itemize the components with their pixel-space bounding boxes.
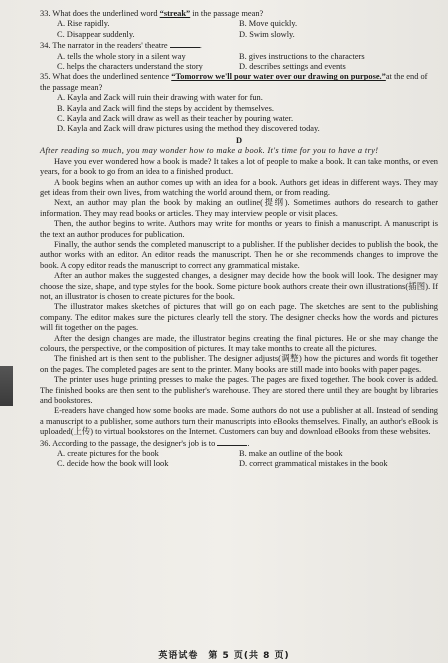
- option-c: C. decide how the book will look: [57, 459, 169, 469]
- passage-paragraph: Finally, the author sends the completed manuscript to a publisher. If the publisher decides to publish the book, the author works with an editor. An editor reads the manuscript. Then he or she recommends changes to improve the book. A copy editor reads the manuscript to correct any grammatical mistake.: [40, 239, 438, 270]
- passage-intro: After reading so much, you may wonder how to make a book. It's time for you to have a try!: [40, 146, 379, 156]
- option-c: C. helps the characters understand the story: [57, 62, 203, 72]
- passage-paragraph: Then, the author begins to write. Authors may write for months or years to finish a manuscript. A manuscript is the text an author produces for publication.: [40, 219, 438, 239]
- passage-paragraph: A book begins when an author comes up with an idea for a book. Authors get ideas in different ways. They may get ideas from their own lives, from watching the world around them, or from reading.: [40, 177, 438, 197]
- question-33-stem: 33. What does the underlined word “streak” in the passage mean?: [40, 9, 264, 18]
- option-b: B. gives instructions to the characters: [239, 51, 365, 61]
- option-a: A. create pictures for the book: [57, 449, 159, 459]
- question-36-stem: 36. According to the passage, the designer's job is to .: [40, 438, 250, 448]
- question-36-options: [57, 449, 438, 470]
- option-b: B. Move quickly.: [239, 19, 298, 29]
- option-a: A. Kayla and Zack will ruin their drawing with water for fun.: [57, 93, 263, 103]
- passage-paragraph: Have you ever wondered how a book is made? It takes a lot of people to make a book. It can take months, or even years, for a book to go from an idea to a finished product.: [40, 156, 438, 177]
- question-35: [40, 72, 438, 134]
- underlined-word: “streak”: [159, 9, 191, 18]
- underlined-sentence: “Tomorrow we'll pour water over our drawing on purpose.”: [171, 72, 386, 82]
- option-d: D. correct grammatical mistakes in the book: [239, 459, 388, 469]
- question-34-options: [57, 52, 438, 73]
- question-33: [40, 9, 438, 40]
- page-content: [40, 9, 438, 470]
- binding-tab: [0, 366, 13, 406]
- question-35-options: [57, 93, 438, 135]
- option-a: A. tells the whole story in a silent way: [57, 51, 186, 61]
- option-a: A. Rise rapidly.: [57, 19, 110, 29]
- passage-paragraph: E-readers have changed how some books are made. Some authors do not use a publisher at all. Instead of sending a manuscript to a publisher, some authors turn their manuscripts into eBooks themselves. Finally, an author's eBook is uploaded(上传) to virtual bookstores on the Internet. Customers can buy and download eBooks from these websites.: [40, 406, 438, 437]
- passage-paragraph: Next, an author may plan the book by making an outline(提纲). Sometimes authors do research to gather information. They may read books or articles. They may interview people or visit places.: [40, 198, 438, 218]
- answer-blank: [217, 438, 247, 446]
- passage-body: [40, 157, 438, 438]
- question-33-options: [57, 19, 438, 40]
- option-d: D. describes settings and events: [239, 62, 346, 72]
- option-d: D. Swim slowly.: [239, 29, 295, 39]
- passage-paragraph: After an author makes the suggested changes, a designer may decide how the book will look. The designer may choose the size, shape, and type styles for the book. Some picture book authors create their own illustrations(插图). If not, an illustrator is chosen to create pictures for the book.: [40, 271, 438, 301]
- question-34: [40, 40, 438, 72]
- question-35-stem: 35. What does the underlined sentence “Tomorrow we'll pour water over our drawing on purpose.”at the end of the passage mean?: [40, 72, 428, 92]
- option-c: C. Disappear suddenly.: [57, 29, 135, 39]
- option-b: B. Kayla and Zack will find the steps by accident by themselves.: [57, 103, 274, 113]
- answer-blank: [170, 40, 200, 48]
- question-34-stem: 34. The narrator in the readers' theatre .: [40, 41, 202, 51]
- option-b: B. make an outline of the book: [239, 449, 343, 459]
- passage-paragraph: The illustrator makes sketches of pictures that will go on each page. The sketches are sent to the publishing company. The editor makes sure the pictures clearly tell the story. The designer checks how the words and pictures will fit together on the pages.: [40, 302, 438, 333]
- option-d: D. Kayla and Zack will draw pictures using the method they discovered today.: [57, 124, 320, 134]
- passage-paragraph: The finished art is then sent to the publisher. The designer adjusts(调整) how the pictures and words fit together on the pages. The completed pages are sent to the printer. Many books are still made into books with paper pages.: [40, 354, 438, 374]
- section-label: D: [235, 135, 243, 145]
- question-36: [40, 438, 438, 470]
- option-c: C. Kayla and Zack will draw as well as their teacher by pouring water.: [57, 114, 294, 124]
- page-footer: 英语试卷 第 5 页(共 8 页): [158, 651, 290, 661]
- passage-paragraph: After the design changes are made, the illustrator begins creating the final pictures. He or she may change the colours, the perspective, or the composition of pictures. It may take months to create all the pictures.: [40, 333, 438, 353]
- passage-paragraph: The printer uses huge printing presses to make the pages. The pages are fixed together. The book cover is added. The finished books are then sent to the publisher's warehouse. They are stored there until they are bought by libraries and bookstores.: [40, 375, 438, 406]
